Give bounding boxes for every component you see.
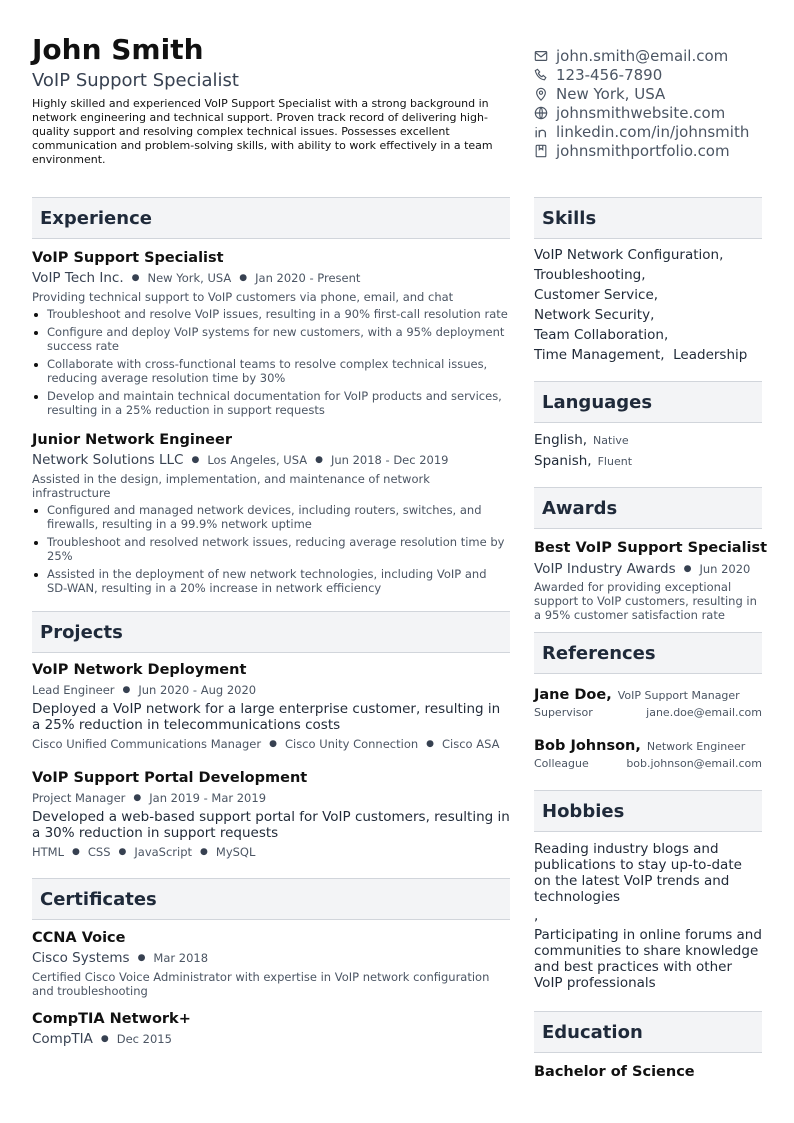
certificate-date: Mar 2018 [153, 951, 209, 965]
keyword: Cisco Unity Connection [284, 737, 419, 751]
skill-item: Troubleshooting, [534, 267, 646, 283]
separator-dot: ● [191, 455, 200, 465]
keyword: MySQL [215, 845, 256, 859]
project-item [32, 769, 510, 860]
separator-dot: ● [200, 847, 208, 857]
left-column [32, 197, 510, 1047]
certificate-issuer: Cisco Systems [32, 950, 130, 966]
project-keywords [32, 736, 510, 752]
hobbies-heading-text: Hobbies [542, 800, 625, 822]
reference-email[interactable]: jane.doe@email.com [646, 706, 762, 719]
separator-dot: ● [100, 1034, 109, 1044]
projects-heading-text: Projects [40, 621, 123, 643]
experience-heading [32, 197, 510, 239]
project-meta [32, 790, 510, 806]
contact-phone-text: 123-456-7890 [556, 65, 663, 84]
language-fluency: Native [593, 434, 629, 447]
certificate-name: CCNA Voice [32, 930, 126, 946]
reference-details [534, 756, 762, 772]
contact-website[interactable] [534, 103, 784, 122]
project-description: Deployed a VoIP network for a large enterprise customer, resulting in a 25% reduction in telecommunications costs [32, 701, 501, 733]
list-item: Configured and managed network devices, including routers, switches, and firewalls, resulting in a 99.9% network uptime [32, 503, 510, 531]
keyword: JavaScript [134, 845, 193, 859]
reference-item [534, 684, 762, 721]
contact-portfolio-text: johnsmithportfolio.com [556, 141, 730, 160]
contact-phone[interactable] [534, 65, 784, 84]
separator-dot: ● [72, 847, 80, 857]
project-name: VoIP Support Portal Development [32, 770, 308, 786]
skills-heading [534, 197, 762, 239]
contact-email-text: john.smith@email.com [556, 46, 729, 65]
references-heading [534, 632, 762, 674]
right-column [534, 197, 768, 1081]
language-item [534, 451, 762, 472]
references-heading-text: References [542, 642, 656, 664]
project-meta [32, 682, 510, 698]
reference-name: Jane Doe, [534, 687, 612, 703]
separator-dot: ● [683, 564, 692, 574]
keyword: Cisco Unified Communications Manager [32, 737, 262, 751]
project-role: Project Manager [32, 791, 126, 805]
certificate-meta [32, 950, 510, 966]
award-date: Jun 2020 [699, 562, 751, 576]
contact-location [534, 84, 784, 103]
certificate-date: Dec 2015 [116, 1032, 172, 1046]
projects-heading [32, 611, 510, 653]
skill-item: Network Security, [534, 307, 655, 323]
list-item: Troubleshoot and resolve VoIP issues, resulting in a 90% first-call resolution rate [32, 307, 510, 321]
experience-heading-text: Experience [40, 207, 152, 229]
reference-header [534, 684, 762, 703]
experience-item [32, 249, 510, 417]
awards-heading-text: Awards [542, 497, 618, 519]
contact-website-text: johnsmithwebsite.com [556, 103, 726, 122]
language-item [534, 430, 762, 451]
list-item: Configure and deploy VoIP systems for new customers, with a 95% deployment success rate [32, 325, 510, 353]
skills-list [534, 245, 762, 365]
list-item: Assisted in the deployment of new network technologies, including VoIP and SD-WAN, resulting in a 20% increase in network efficiency [32, 567, 510, 595]
skill-item: Time Management, Leadership [534, 347, 748, 363]
mail-icon [534, 49, 548, 63]
contact-linkedin[interactable] [534, 122, 784, 141]
separator-dot: ● [426, 739, 434, 749]
skills-heading-text: Skills [542, 207, 597, 229]
reference-position: VoIP Support Manager [617, 689, 740, 702]
award-meta [534, 561, 762, 577]
reference-relationship: Supervisor [534, 706, 593, 719]
languages-heading-text: Languages [542, 391, 653, 413]
candidate-summary: Highly skilled and experienced VoIP Support Specialist with a strong background in network engineering and technical support. Proven track record of delivering high-quality support and resolving complex technical issues. Possesses excellent communication and problem-solving skills, with ability to work effectively in a team environment. [32, 97, 493, 166]
languages-list [534, 430, 762, 472]
certificate-item [32, 929, 510, 998]
resume-header [32, 34, 512, 167]
award-title: Best VoIP Support Specialist [534, 540, 768, 556]
reference-relationship: Colleague [534, 757, 589, 770]
linkedin-icon [534, 125, 548, 139]
education-heading-text: Education [542, 1021, 643, 1043]
certificate-meta [32, 1031, 510, 1047]
candidate-name: John Smith [32, 33, 204, 66]
certificate-summary: Certified Cisco Voice Administrator with expertise in VoIP network configuration and troubleshooting [32, 970, 490, 998]
experience-item [32, 431, 510, 595]
phone-icon [534, 68, 548, 82]
skill-item: Customer Service, [534, 287, 659, 303]
experience-highlights [32, 503, 510, 595]
separator-dot: ● [269, 739, 277, 749]
experience-meta [32, 452, 510, 468]
award-summary: Awarded for providing exceptional support to VoIP customers, resulting in a 95% customer satisfaction rate [534, 580, 757, 622]
language-name: English, [534, 432, 588, 448]
reference-email[interactable]: bob.johnson@email.com [626, 757, 762, 770]
hobbies-heading [534, 790, 762, 832]
experience-dates: Jun 2018 - Dec 2019 [330, 453, 449, 467]
list-item: Collaborate with cross-functional teams to resolve complex technical issues, reducing average resolution time by 30% [32, 357, 510, 385]
contact-portfolio[interactable] [534, 141, 784, 160]
certificates-heading [32, 878, 510, 920]
keyword: Cisco ASA [442, 737, 500, 751]
separator-dot: ● [131, 273, 140, 283]
contact-location-text: New York, USA [556, 84, 666, 103]
experience-highlights [32, 307, 510, 417]
keyword: CSS [87, 845, 111, 859]
languages-heading [534, 381, 762, 423]
award-item [534, 539, 768, 622]
project-role: Lead Engineer [32, 683, 115, 697]
keyword: HTML [32, 845, 65, 859]
education-heading [534, 1011, 762, 1053]
contact-linkedin-text: linkedin.com/in/johnsmith [556, 122, 750, 141]
awards-heading [534, 487, 762, 529]
certificate-issuer: CompTIA [32, 1031, 93, 1047]
separator-dot: ● [118, 847, 127, 857]
language-name: Spanish, [534, 453, 592, 469]
education-degree: Bachelor of Science [534, 1064, 695, 1080]
experience-position: VoIP Support Specialist [32, 250, 224, 266]
reference-item [534, 735, 762, 772]
education-item [534, 1063, 762, 1081]
separator-dot: ● [133, 793, 142, 803]
separator-dot: ● [239, 273, 248, 283]
certificate-name: CompTIA Network+ [32, 1011, 191, 1027]
project-description: Developed a web-based support portal for VoIP customers, resulting in a 30% reduction in support requests [32, 809, 510, 841]
reference-name: Bob Johnson, [534, 738, 641, 754]
hobbies-list [534, 841, 762, 991]
contact-list [534, 46, 784, 160]
project-dates: Jan 2019 - Mar 2019 [149, 791, 267, 805]
experience-position: Junior Network Engineer [32, 432, 232, 448]
skill-item: VoIP Network Configuration, [534, 247, 724, 263]
hobby-item: Reading industry blogs and publications to stay up-to-date on the latest VoIP trends and technologies [534, 841, 742, 905]
separator-dot: ● [315, 455, 323, 465]
location-icon [534, 87, 548, 101]
project-dates: Jun 2020 - Aug 2020 [138, 683, 257, 697]
experience-summary: Providing technical support to VoIP customers via phone, email, and chat [32, 290, 454, 304]
experience-location: New York, USA [147, 271, 232, 285]
project-keywords [32, 844, 510, 860]
experience-summary: Assisted in the design, implementation, and maintenance of network infrastructure [32, 472, 430, 500]
skill-item: Team Collaboration, [534, 327, 669, 343]
experience-company: VoIP Tech Inc. [32, 270, 124, 286]
candidate-title: VoIP Support Specialist [32, 70, 239, 91]
portfolio-icon [534, 144, 548, 158]
separator-dot: ● [137, 953, 146, 963]
contact-email[interactable] [534, 46, 784, 65]
hobby-separator: , [534, 908, 539, 924]
globe-icon [534, 106, 548, 120]
language-fluency: Fluent [597, 455, 633, 468]
project-item [32, 661, 510, 752]
experience-meta [32, 270, 510, 286]
list-item: Troubleshoot and resolved network issues, reducing average resolution time by 25% [32, 535, 510, 563]
experience-location: Los Angeles, USA [207, 453, 308, 467]
hobby-item: Participating in online forums and communities to share knowledge and best practices with other VoIP professionals [534, 927, 762, 991]
reference-details [534, 705, 762, 721]
award-awarder: VoIP Industry Awards [534, 561, 676, 577]
project-name: VoIP Network Deployment [32, 662, 247, 678]
reference-header [534, 735, 762, 754]
list-item: Develop and maintain technical documentation for VoIP products and services, resulting in a 25% reduction in support requests [32, 389, 510, 417]
experience-company: Network Solutions LLC [32, 452, 184, 468]
certificates-heading-text: Certificates [40, 888, 157, 910]
separator-dot: ● [122, 685, 131, 695]
experience-dates: Jan 2020 - Present [255, 271, 361, 285]
reference-position: Network Engineer [646, 740, 746, 753]
certificate-item [32, 1010, 510, 1047]
